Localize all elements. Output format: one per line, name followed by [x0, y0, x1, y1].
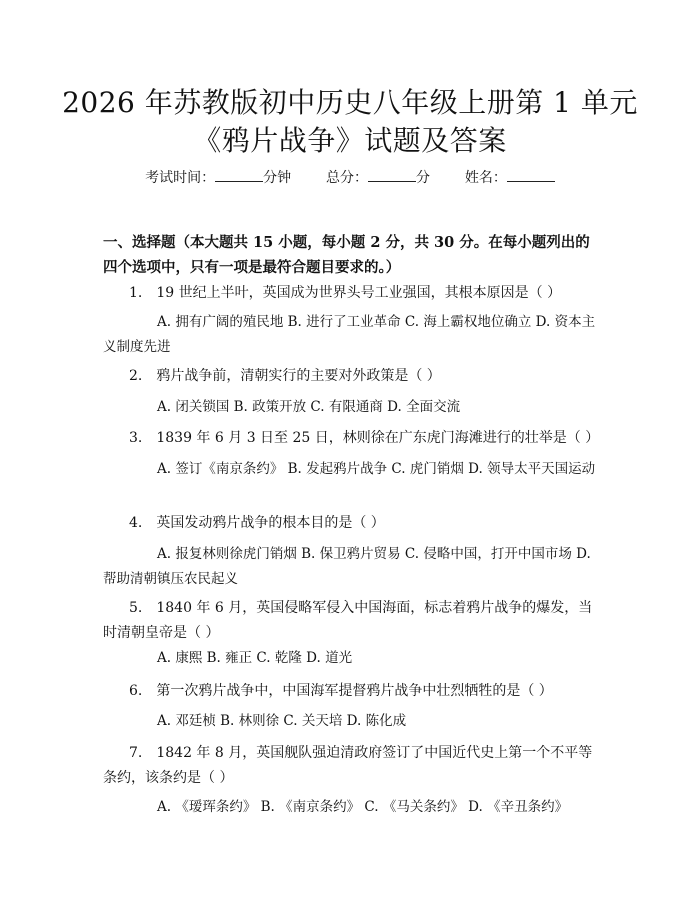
question-2-options: A. 闭关锁国 B. 政策开放 C. 有限通商 D. 全面交流	[157, 399, 461, 415]
exam-title-line1: 2026 年苏教版初中历史八年级上册第 1 单元	[62, 86, 638, 119]
question-3: 3. 1839 年 6 月 3 日至 25 日，林则徐在广东虎门海滩进行的壮举是（ ）	[129, 430, 600, 446]
question-5: 5. 1840 年 6 月，英国侵略军侵入中国海面，标志着鸦片战争的爆发，当时清朝皇帝是（ ）	[103, 600, 593, 641]
question-1: 1. 19 世纪上半叶，英国成为世界头号工业强国，其根本原因是（ ）	[129, 285, 562, 301]
time-unit: 分钟	[263, 170, 292, 186]
exam-title-line2: 《鸦片战争》试题及答案	[193, 124, 507, 157]
section-heading: 一、选择题（本大题共 15 小题，每小题 2 分，共 30 分。在每小题列出的四个选项中，只有一项是最符合题目要求的。）	[103, 234, 590, 276]
time-label: 考试时间：	[145, 170, 216, 186]
name-blank	[507, 169, 555, 182]
score-blank	[368, 169, 416, 182]
question-6: 6. 第一次鸦片战争中，中国海军提督鸦片战争中壮烈牺牲的是（ ）	[129, 683, 553, 699]
question-7: 7. 1842 年 8 月，英国舰队强迫清政府签订了中国近代史上第一个不平等条约，该条约是（ ）	[103, 745, 593, 786]
score-label: 总分：	[326, 170, 368, 186]
question-1-options: A. 拥有广阔的殖民地 B. 进行了工业革命 C. 海上霸权地位确立 D. 资本主义制度先进	[103, 314, 596, 355]
question-7-options: A. 《瑷珲条约》 B. 《南京条约》 C. 《马关条约》 D. 《辛丑条约》	[157, 799, 569, 815]
question-3-options: A. 签订《南京条约》 B. 发起鸦片战争 C. 虎门销烟 D. 领导太平天国运动	[157, 461, 596, 477]
question-4-options: A. 报复林则徐虎门销烟 B. 保卫鸦片贸易 C. 侵略中国，打开中国市场 D. 帮助清朝镇压农民起义	[103, 546, 591, 587]
exam-meta	[0, 168, 700, 188]
question-5-options: A. 康熙 B. 雍正 C. 乾隆 D. 道光	[157, 650, 353, 666]
score-unit: 分	[416, 170, 430, 186]
question-6-options: A. 邓廷桢 B. 林则徐 C. 关天培 D. 陈化成	[157, 713, 407, 729]
name-label: 姓名：	[464, 170, 507, 186]
time-blank	[215, 169, 263, 182]
question-2: 2. 鸦片战争前，清朝实行的主要对外政策是（ ）	[129, 368, 441, 384]
question-4: 4. 英国发动鸦片战争的根本目的是（ ）	[129, 515, 385, 531]
